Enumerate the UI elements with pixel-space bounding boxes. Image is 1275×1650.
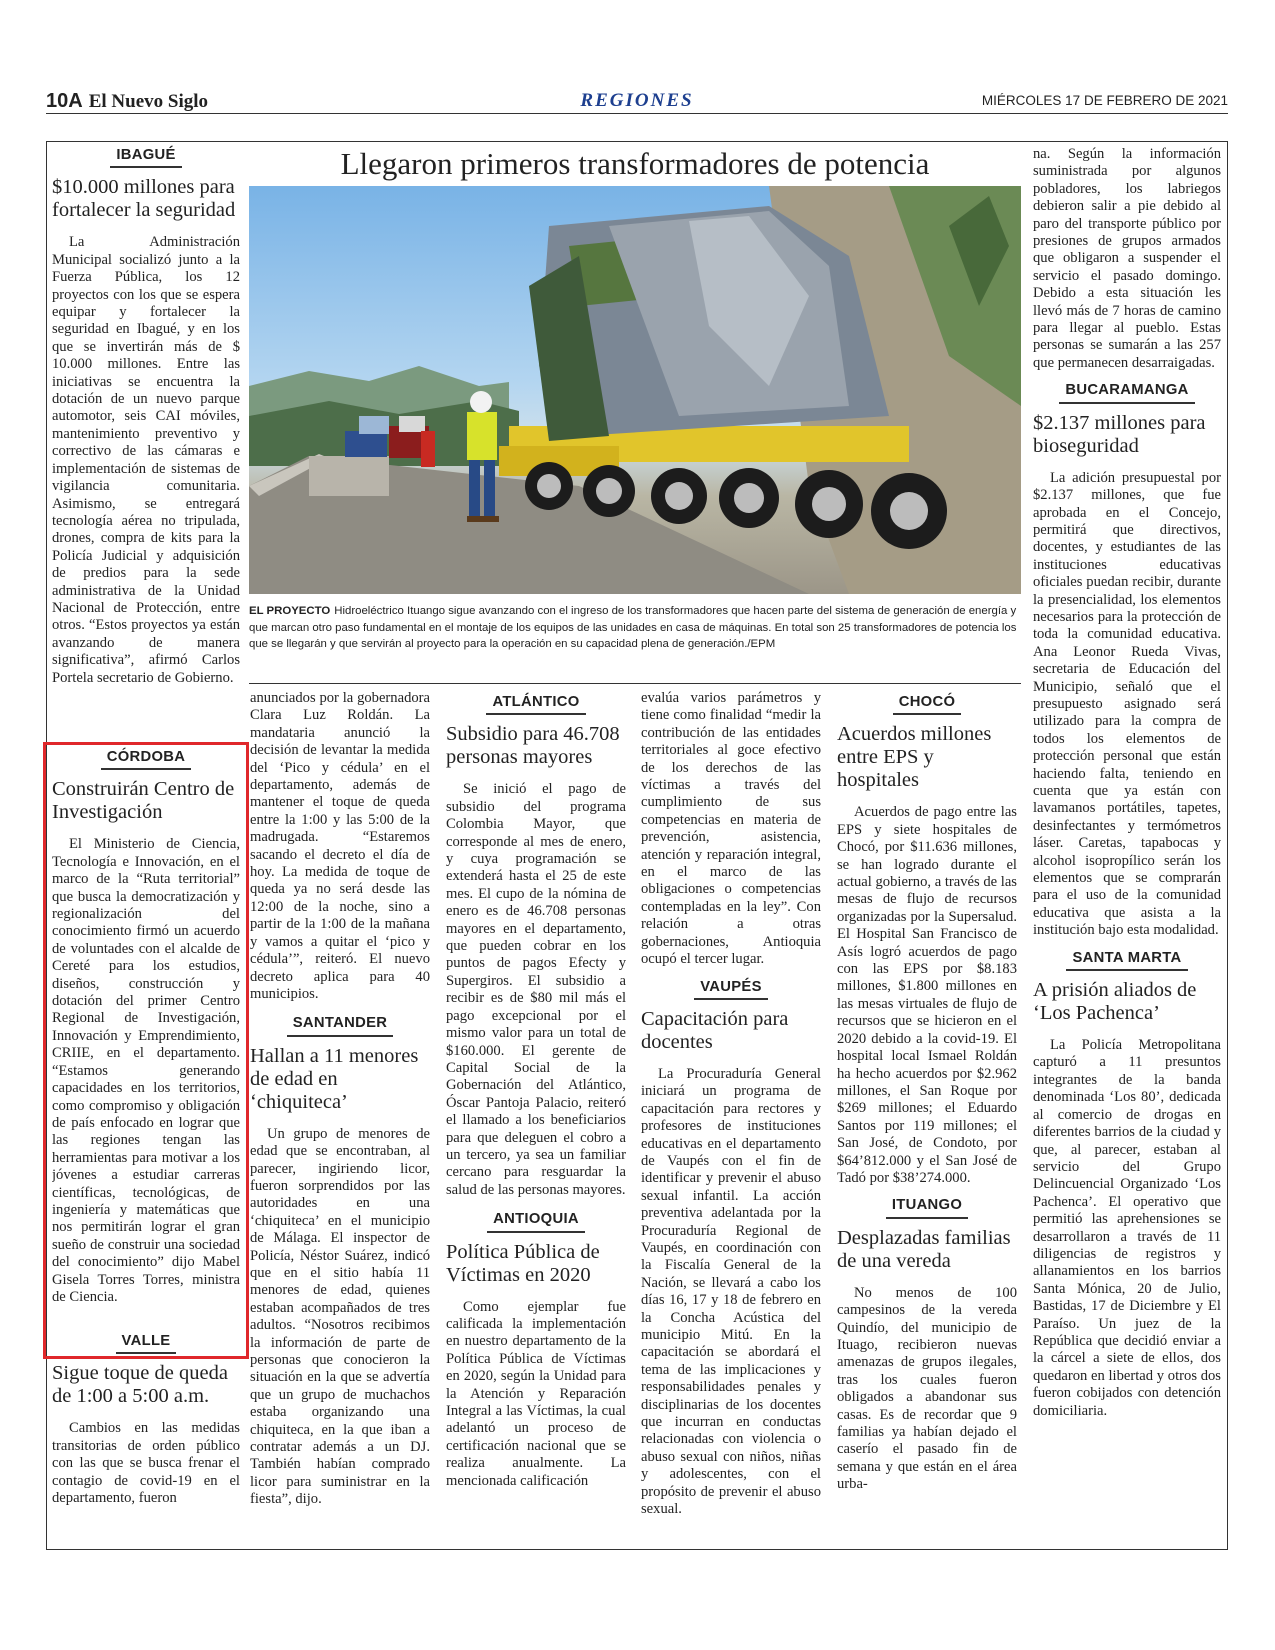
lead-headline: Llegaron primeros transformadores de potencia xyxy=(340,146,930,181)
column-3 xyxy=(446,690,626,1548)
article-body: La adición presupuestal por $2.137 millones, que fue aprobada en el Concejo, permitirá que directivos, docentes, y estudiantes de las instituciones educativas oficiales puedan recibir, durante la presencialidad, los elementos necesarios para la protección de toda la comunidad educativa. Ana Leonor Rueda Vivas, secretaria de Educación del Municipio, señaló que el presupuesto asignado será utilizado para la compra de todos los elementos de protección personal que están haciendo falta, teniendo en cuenta que ya están con lavamanos portátiles, tapetes, desinfectantes y termómetros láser. Caretas, tapabocas y alcohol isopropílico serán los elementos que se comprarán para el uso de la comunidad educativa que asista a la institución bajo esta modalidad. xyxy=(1033,469,1221,939)
article-choco xyxy=(837,694,1017,1187)
transformer-truck-image xyxy=(249,186,1021,594)
headline: Hallan a 11 menores de edad en ‘chiquiteca’ xyxy=(250,1044,419,1113)
article-body: Cambios en las medidas transitorias de orden público con las que se busca frenar el contagio de covid-19 en el departamento, fueron xyxy=(52,1420,240,1507)
lead-photo xyxy=(249,186,1021,594)
article-body-continued: evalúa varios parámetros y tiene como finalidad “medir la contribución de las entidades territoriales al goce efectivo de los derechos de las víctimas a través del cumplimiento de sus competencias en materia de prevención, asistencia, atención y reparación integral, en el marco de las obligaciones o competencias contempladas en la ley”. Con relación a otras gobernaciones, Antioquia ocupó el tercer lugar. xyxy=(641,690,821,968)
column-5 xyxy=(837,690,1017,1548)
photo-caption xyxy=(249,603,1021,653)
section-label: CÓRDOBA xyxy=(101,749,192,770)
article-body: Como ejemplar fue calificada la implementación en nuestro departamento de la Política Pública de Víctimas en 2020, según la Unidad para la Atención y Reparación Integral a las Víctimas, la cual adelantó un proceso de certificación nacional que se realiza anualmente. La mencionada calificación xyxy=(446,1298,626,1489)
section-label: ITUANGO xyxy=(886,1197,968,1218)
section-label: ATLÁNTICO xyxy=(486,694,585,715)
headline: Capacitación para docentes xyxy=(641,1007,789,1053)
headline: $10.000 millones para fortalecer la seguridad xyxy=(52,176,236,222)
article-vaupes xyxy=(641,979,821,1519)
article-santa-marta xyxy=(1033,950,1221,1420)
column-2 xyxy=(250,690,430,1548)
caption-text: Hidroeléctrico Ituango sigue avanzando con el ingreso de los transformadores que hacen parte del sistema de generación de energía y que marcan otro paso fundamental en el montaje de los equipos de las unidades en casa de máquinas. En total son 25 transformadores de potencia los que se llegarán y que servirán al proyecto para la operación en su capacidad plena de generación./EPM xyxy=(249,605,1017,651)
article-santander xyxy=(250,1015,430,1508)
headline: $2.137 millones para bioseguridad xyxy=(1033,411,1206,457)
article-body: La Administración Municipal socializó junto a la Fuerza Pública, los 12 proyectos con los que se espera equipar y fortalecer la seguridad en Ibagué, y en los que se invertirán más de $ 10.000 millones. Entre las iniciativas se encuentra la dotación de un nuevo parque automotor, seis CAI móviles, mantenimiento preventivo y correctivo de las cámaras e implementación de sistemas de vigilancia comunitaria. Asimismo, se entregará tecnología aérea no tripulada, drones, compra de kits para la Policía Judicial y adquisición de predios para la sede administrativa de la Unidad Nacional de Protección, entre otros. “Estos proyectos ya están avanzando de manera significativa”, afirmó Carlos Portela secretario de Gobierno. xyxy=(52,234,240,686)
article-ibague xyxy=(52,147,240,687)
section-label: VAUPÉS xyxy=(694,979,768,1000)
section-label: SANTANDER xyxy=(287,1015,394,1036)
headline: Política Pública de Víctimas en 2020 xyxy=(446,1240,600,1286)
article-antioquia xyxy=(446,1211,626,1490)
article-body: Se inició el pago de subsidio del programa Colombia Mayor, que corresponde al mes de enero, y cuya programación se extenderá hasta el 25 de este mes. El cupo de la nómina de enero es de 46.708 personas mayores en el departamento, que pueden cobrar en los puntos de pagos Efecty y Supergiros. El subsidio a recibir es de $80 mil más el pago excepcional por el mismo valor para un total de $160.000. El gerente de Capital Social de la Gobernación del Atlántico, Óscar Pantoja Palacio, reiteró el llamado a los beneficiarios para que deleguen el cobro a un tercero, ya sea un familiar cercano para resguardar la salud de las personas mayores. xyxy=(446,781,626,1198)
headline: Desplazadas familias de una vereda xyxy=(837,1226,1011,1272)
article-ituango xyxy=(837,1197,1017,1493)
article-body: No menos de 100 campesinos de la vereda Quindío, del municipio de Ituago, recibieron nuevas amenazas de grupos ilegales, tras los cuales fueron obligados a abandonar sus casas. Es de recordar que 9 familias ya habían dejado el caserío el pasado fin de semana y que están en el área urba- xyxy=(837,1284,1017,1493)
article-body-continued: na. Según la información suministrada por algunos pobladores, los labriegos debieron salir a pie debido al paro del transporte público por presiones de grupos armados que obligaron a suspender el servicio el pasado domingo. Debido a esta situación les llevó más de 7 horas de camino para llegar al pueblo. Estas personas se sumarán a las 257 que permanecen desarraigadas. xyxy=(1033,146,1221,371)
article-body-continued: anunciados por la gobernadora Clara Luz Roldán. La mandataria anunció la decisión de levantar la medida del ‘Pico y cédula’ en el departamento, además de mantener el toque de queda entre la 1:00 y las 5:00 de la madrugada. “Estaremos sacando el decreto el día de hoy. La medida de toque de queda ya no será desde las 12:00 de la noche, sino a partir de la 1:00 de la mañana y vamos a quitar el ‘pico y cédula’”, reiteró. El nuevo decreto aplica para 40 municipios. xyxy=(250,690,430,1002)
article-bucaramanga xyxy=(1033,382,1221,939)
issue-date: MIÉRCOLES 17 DE FEBRERO DE 2021 xyxy=(981,93,1228,108)
column-6 xyxy=(1033,146,1221,1548)
section-label: VALLE xyxy=(116,1333,177,1354)
article-body: El Ministerio de Ciencia, Tecnología e Innovación, en el marco de la “Ruta territorial” que busca la democratización y regionalización del conocimiento firmó un acuerdo de voluntades con el alcalde de Cereté para los estudios, diseños, construcción y dotación del primer Centro Regional de Investigación, Innovación y Emprendimiento, CRIIE, en el departamento. “Estamos generando capacidades en los territorios, como compromiso y obligación de país enfocado en lograr que las regiones tengan las herramientas para motivar a los jóvenes a estudiar carreras científicas, tecnológicas, de ingeniería y matemáticas que nos permitirán lograr el gran sueño de construir una sociedad del conocimiento” dijo Mabel Gisela Torres Torres, ministra de Ciencia. xyxy=(52,836,240,1305)
article-body: La Procuraduría General iniciará un programa de capacitación para rectores y profesores de instituciones educativas en el departamento de Vaupés con el fin de identificar y prevenir el abuso sexual infantil. La acción preventiva adelantada por la Procuraduría Regional de Vaupés, en coordinación con la Fiscalía General de la Nación, se llevará a cabo los días 16, 17 y 18 de febrero en la Concha Acústica del municipio Mitú. En la capacitación se abordará el tema de las implicaciones y responsabilidades penales y disciplinarias de los docentes que incurran en conductas relacionadas con violencia o abuso sexual con niños, niñas y adolescentes, con el propósito de prevenir el abuso sexual. xyxy=(641,1065,821,1518)
section-label: SANTA MARTA xyxy=(1066,950,1187,971)
section-label: IBAGUÉ xyxy=(110,147,181,168)
article-atlantico xyxy=(446,694,626,1199)
page-header xyxy=(46,88,1228,114)
newspaper-name: El Nuevo Siglo xyxy=(88,91,209,112)
caption-label: EL PROYECTO xyxy=(249,605,331,617)
headline: Construirán Centro de Investigación xyxy=(52,778,235,824)
article-body: Acuerdos de pago entre las EPS y siete hospitales de Chocó, por $11.636 millones, se han logrado durante el actual gobierno, a través de las mesas de flujo de recursos organizadas por la Supersalud. El Hospital San Francisco de Asís logró acuerdos de pago con las EPS por $8.183 millones, $1.800 millones en las mesas virtuales de flujo de recursos que se hicieron en el 2020 debido a la covid-19. El hospital local Ismael Roldán ha hecho acuerdos por $2.962 millones, el San Roque por $269 millones; el Eduardo Santos por 119 millones; el San José, de Condoto, por $64’812.000 y el San José de Tadó por $38’274.000. xyxy=(837,804,1017,1186)
column-4 xyxy=(641,690,821,1548)
article-body: La Policía Metropolitana capturó a 11 presuntos integrantes de la banda denominada ‘Los 80’, dedicada al comercio de drogas en diferentes barrios de la ciudad y que, al parecer, estaban al servicio del Grupo Delincuencial Organizado ‘Los Pachenca’. El operativo que permitió las aprehensiones se desarrollaron a través de 11 diligencias de registros y allanamientos en los barrios Santa Mónica, 20 de Julio, Bastidas, 17 de Diciembre y El Paraíso. Un juez de la República que decidió enviar a la cárcel a siete de ellos, dos quedaron en libertad y otros dos fueron cobijados con detención domiciliaria. xyxy=(1033,1037,1221,1419)
section-title: REGIONES xyxy=(580,90,694,111)
highlight-box xyxy=(43,742,249,1359)
divider xyxy=(249,683,1021,684)
headline: A prisión aliados de ‘Los Pachenca’ xyxy=(1033,979,1197,1025)
article-body: Un grupo de menores de edad que se encontraban, al parecer, ingiriendo licor, fueron sorprendidos por las autoridades en una ‘chiquiteca’ en el municipio de Málaga. El inspector de Policía, Néstor Suárez, indicó que en el sitio había 11 menores de edad, quienes estaban acompañados de tres adultos. “Nosotros recibimos la información de parte de personas que conocieron la situación en la que se advertía que un grupo de muchachos estaba organizando una chiquiteca, en la que iban a contratar además a un DJ. También habían comprado licor para suministrar en la fiesta”, dijo. xyxy=(250,1125,430,1508)
section-label: CHOCÓ xyxy=(893,694,962,715)
section-label: BUCARAMANGA xyxy=(1059,382,1194,403)
headline: Acuerdos millones entre EPS y hospitales xyxy=(837,723,992,792)
page-number: 10A xyxy=(46,90,83,112)
headline: Sigue toque de queda de 1:00 a 5:00 a.m. xyxy=(52,1362,228,1408)
headline: Subsidio para 46.708 personas mayores xyxy=(446,723,620,769)
section-label: ANTIOQUIA xyxy=(487,1211,585,1232)
